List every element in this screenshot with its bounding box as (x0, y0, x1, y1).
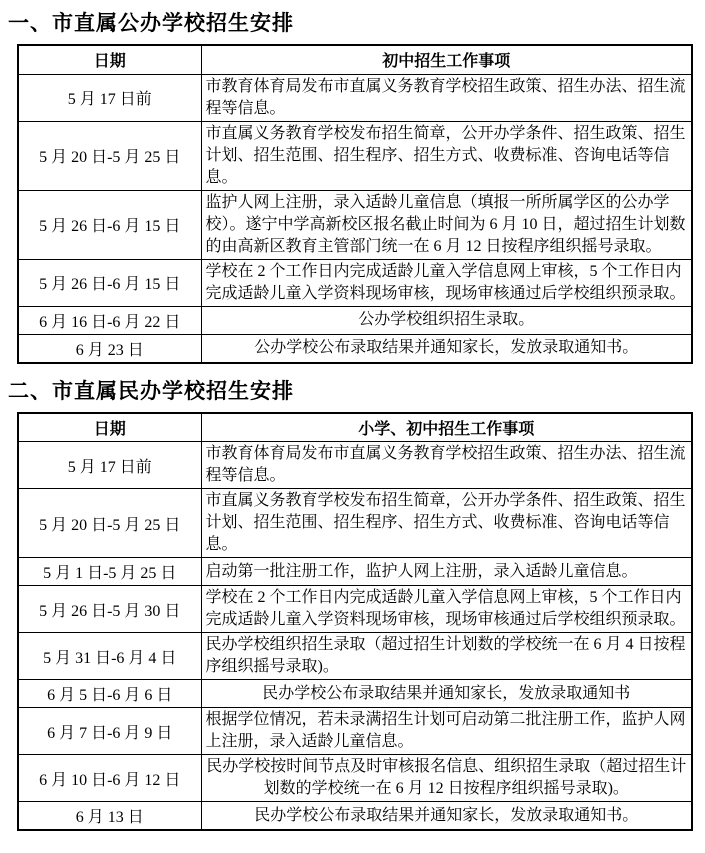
task-cell: 市直属义务教育学校发布招生简章，公开办学条件、招生政策、招生计划、招生范围、招生程序、招生方式、收费标准、咨询电话等信息。 (201, 489, 692, 558)
date-cell: 5 月 31 日-6 月 4 日 (18, 633, 201, 680)
task-cell: 公办学校组织招生录取。 (201, 306, 692, 334)
date-cell: 5 月 20 日-5 月 25 日 (18, 489, 201, 558)
task-cell: 根据学位情况，若未录满招生计划可启动第二批注册工作，监护人网上注册，录入适龄儿童信息。 (201, 708, 692, 755)
table-header-row (18, 413, 692, 442)
table-row (18, 121, 692, 190)
task-cell: 市教育体育局发布市直属义务教育学校招生政策、招生办法、招生流程等信息。 (201, 74, 692, 121)
date-cell: 6 月 5 日-6 月 6 日 (18, 680, 201, 708)
date-cell: 6 月 13 日 (18, 802, 201, 831)
date-cell: 5 月 26 日-6 月 15 日 (18, 259, 201, 306)
date-cell: 5 月 17 日前 (18, 442, 201, 489)
table-row (18, 633, 692, 680)
table-row (18, 586, 692, 633)
table-header-date: 日期 (18, 45, 201, 74)
task-cell: 民办学校公布录取结果并通知家长，发放录取通知书 (201, 680, 692, 708)
table-row (18, 802, 692, 831)
section-private-schools (8, 378, 693, 832)
date-cell: 5 月 20 日-5 月 25 日 (18, 121, 201, 190)
task-cell: 市教育体育局发布市直属义务教育学校招生政策、招生办法、招生流程等信息。 (201, 442, 692, 489)
date-cell: 6 月 23 日 (18, 334, 201, 363)
public-schools-schedule-table (17, 44, 693, 364)
task-cell: 监护人网上注册，录入适龄儿童信息（填报一所所属学区的公办学校）。遂宁中学高新校区报名截止时间为 6 月 10 日，超过招生计划数的由高新区教育主管部门统一在 6 月 12 日按程序组织摇号录取。 (201, 190, 692, 259)
private-schools-schedule-table (17, 412, 693, 832)
date-cell: 5 月 1 日-5 月 25 日 (18, 558, 201, 586)
table-row (18, 558, 692, 586)
date-cell: 5 月 26 日-6 月 15 日 (18, 190, 201, 259)
table-row (18, 442, 692, 489)
table-row (18, 334, 692, 363)
task-cell: 民办学校按时间节点及时审核报名信息、组织招生录取（超过招生计划数的学校统一在 6 月 12 日按程序组织摇号录取)。 (201, 755, 692, 802)
table-row (18, 259, 692, 306)
table-row (18, 708, 692, 755)
table-header-date: 日期 (18, 413, 201, 442)
table-row (18, 190, 692, 259)
date-cell: 5 月 26 日-5 月 30 日 (18, 586, 201, 633)
section-public-schools (8, 10, 693, 364)
table-header-task: 初中招生工作事项 (201, 45, 692, 74)
task-cell: 启动第一批注册工作，监护人网上注册，录入适龄儿童信息。 (201, 558, 692, 586)
table-header-task: 小学、初中招生工作事项 (201, 413, 692, 442)
task-cell: 学校在 2 个工作日内完成适龄儿童入学信息网上审核，5 个工作日内完成适龄儿童入学资料现场审核，现场审核通过后学校组织预录取。 (201, 259, 692, 306)
table-header-row (18, 45, 692, 74)
date-cell: 5 月 17 日前 (18, 74, 201, 121)
table-row (18, 74, 692, 121)
table-row (18, 489, 692, 558)
table-row (18, 755, 692, 802)
task-cell: 民办学校公布录取结果并通知家长，发放录取通知书。 (201, 802, 692, 831)
task-cell: 学校在 2 个工作日内完成适龄儿童入学信息网上审核，5 个工作日内完成适龄儿童入学资料现场审核，现场审核通过后学校组织预录取。 (201, 586, 692, 633)
date-cell: 6 月 16 日-6 月 22 日 (18, 306, 201, 334)
task-cell: 市直属义务教育学校发布招生简章，公开办学条件、招生政策、招生计划、招生范围、招生程序、招生方式、收费标准、咨询电话等信息。 (201, 121, 692, 190)
section-title: 一、市直属公办学校招生安排 (8, 12, 294, 35)
table-row (18, 680, 692, 708)
task-cell: 公办学校公布录取结果并通知家长，发放录取通知书。 (201, 334, 692, 363)
date-cell: 6 月 7 日-6 月 9 日 (18, 708, 201, 755)
section-title: 二、市直属民办学校招生安排 (8, 379, 294, 403)
table-row (18, 306, 692, 334)
task-cell: 民办学校组织招生录取（超过招生计划数的学校统一在 6 月 4 日按程序组织摇号录取)。 (201, 633, 692, 680)
date-cell: 6 月 10 日-6 月 12 日 (18, 755, 201, 802)
